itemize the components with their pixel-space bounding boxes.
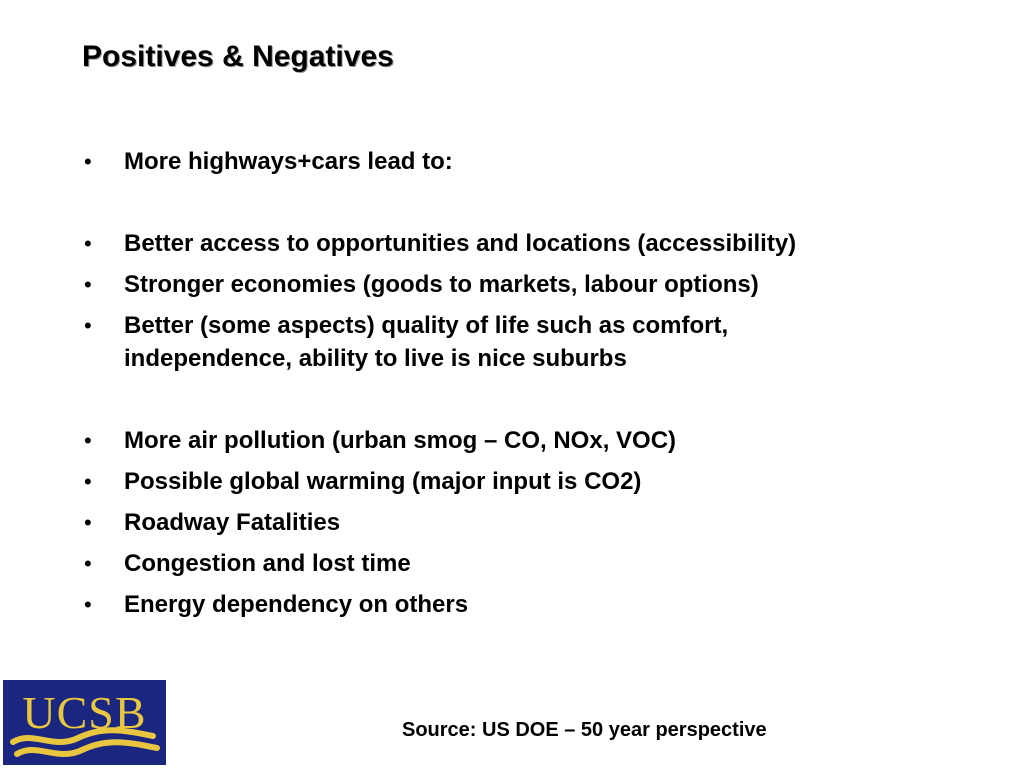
bullet-text: Congestion and lost time xyxy=(124,550,411,577)
bullet-text: More highways+cars lead to: xyxy=(124,148,453,175)
bullet-text: Roadway Fatalities xyxy=(124,509,341,536)
bullet-item xyxy=(84,268,964,301)
bullet-item xyxy=(84,227,964,260)
bullet-item xyxy=(84,424,964,457)
bullet-marker: • xyxy=(84,551,92,576)
bullet-marker: • xyxy=(84,592,92,617)
bullet-item xyxy=(84,506,964,539)
bullet-item xyxy=(84,588,964,621)
bullet-item xyxy=(84,145,964,178)
bullet-marker: • xyxy=(84,272,92,297)
source-citation: Source: US DOE – 50 year perspective xyxy=(402,719,767,741)
bullet-marker: • xyxy=(84,231,92,256)
bullet-marker: • xyxy=(84,469,92,494)
bullet-marker: • xyxy=(84,428,92,453)
slide-title: Positives & Negatives xyxy=(82,40,394,73)
bullet-text: Better access to opportunities and locations (accessibility) xyxy=(124,230,797,257)
bullet-marker: • xyxy=(84,313,92,338)
bullet-item xyxy=(84,547,964,580)
bullet-text: More air pollution (urban smog – CO, NOx, VOC) xyxy=(124,427,677,454)
bullet-item xyxy=(84,465,964,498)
bullet-marker: • xyxy=(84,510,92,535)
bullet-text: Stronger economies (goods to markets, labour options) xyxy=(124,271,759,298)
bullet-item xyxy=(84,309,864,375)
bullet-marker: • xyxy=(84,149,92,174)
logo-text: UCSB xyxy=(22,687,147,738)
bullet-text: Better (some aspects) quality of life such as comfort, independence, ability to live is nice suburbs xyxy=(124,312,729,372)
bullet-text: Energy dependency on others xyxy=(124,591,469,618)
bullet-text: Possible global warming (major input is CO2) xyxy=(124,468,642,495)
ucsb-logo xyxy=(3,680,166,765)
